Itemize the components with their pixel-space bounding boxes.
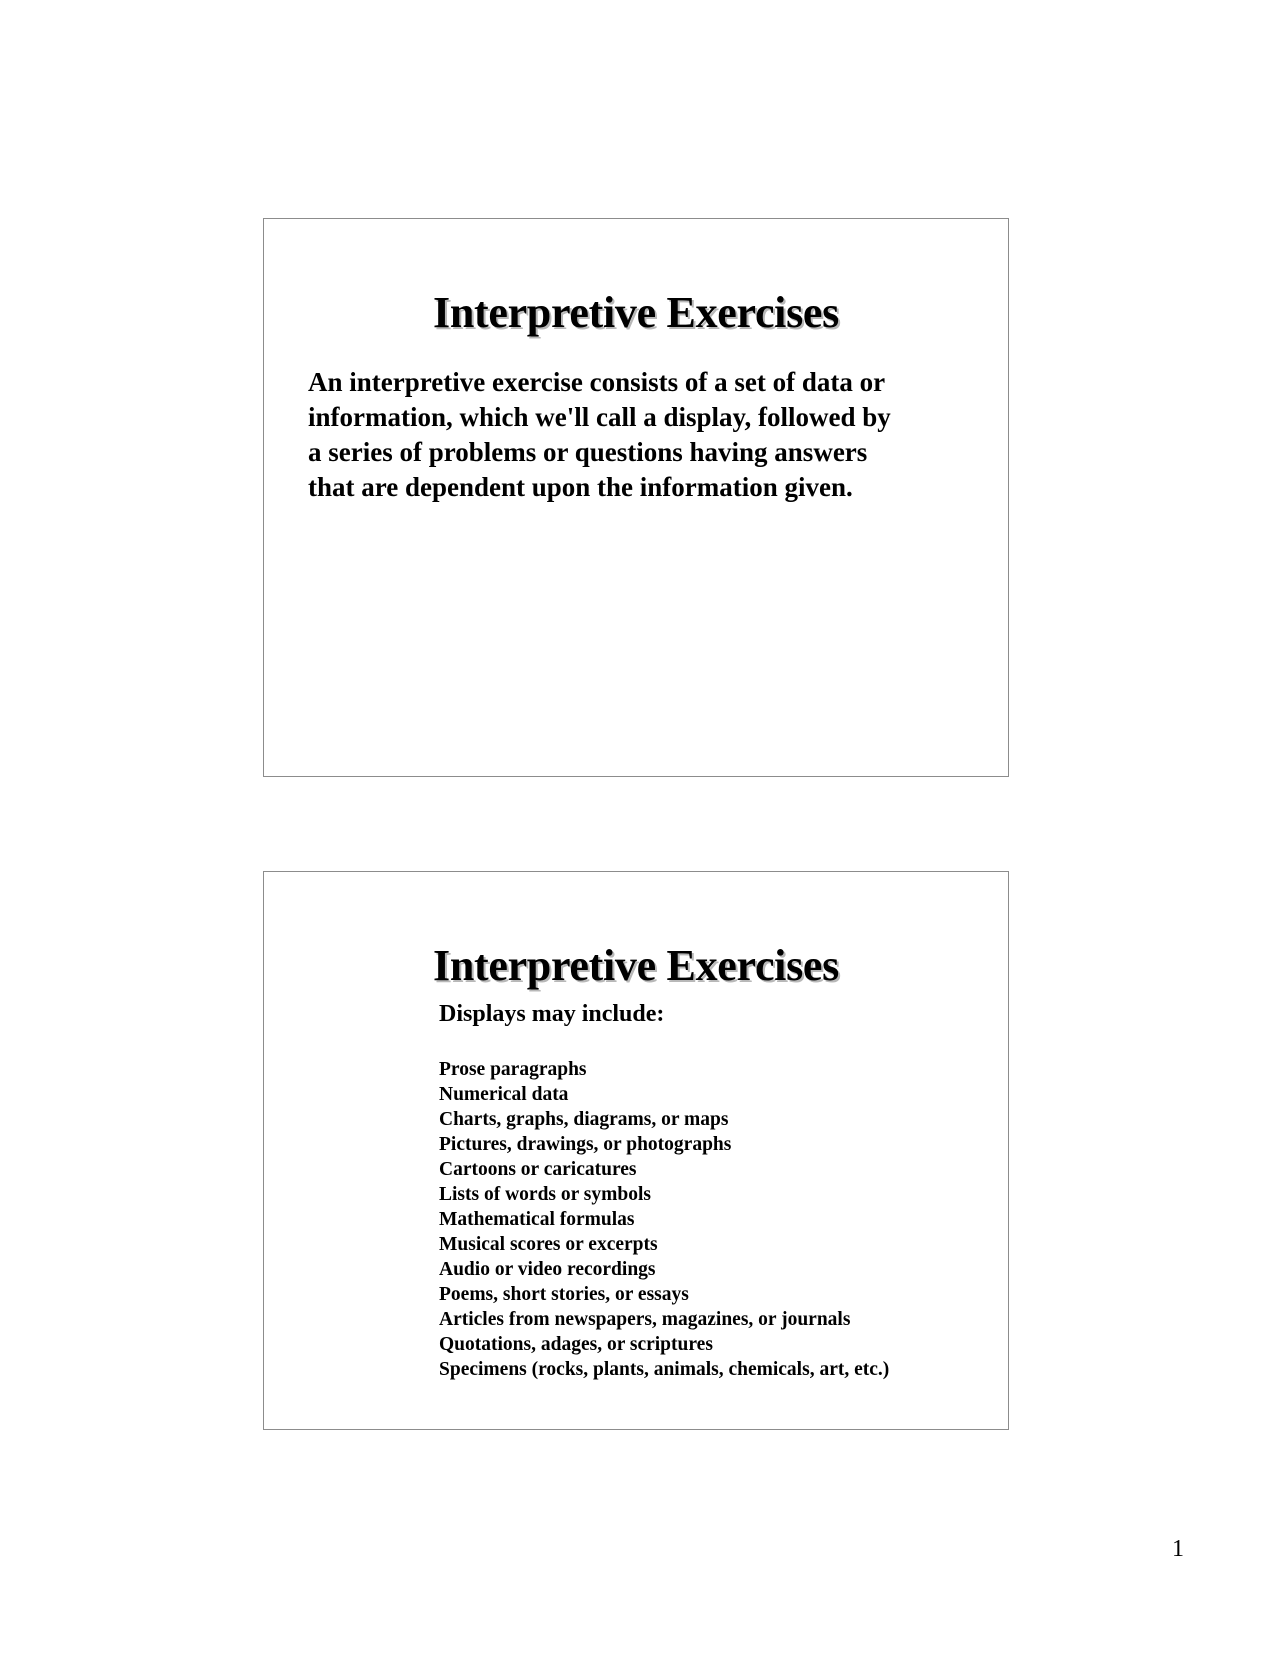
slide-body-text: An interpretive exercise consists of a set of data or information, which we'll call a display, followed by a series of problems or questions having answers that are dependent upon the information given. — [308, 367, 891, 502]
list-item: Mathematical formulas — [439, 1209, 635, 1230]
list-item: Quotations, adages, or scriptures — [439, 1334, 713, 1355]
slide-subheading: Displays may include: — [439, 1001, 665, 1027]
slide-2 — [263, 871, 1009, 1430]
slide-1 — [263, 218, 1009, 777]
list-item: Poems, short stories, or essays — [439, 1284, 689, 1305]
display-types-list — [439, 1057, 889, 1382]
list-item: Articles from newspapers, magazines, or journals — [439, 1309, 851, 1330]
page-number: 1 — [1172, 1536, 1184, 1562]
list-item: Specimens (rocks, plants, animals, chemicals, art, etc.) — [439, 1359, 890, 1380]
slide-title: Interpretive Exercises — [433, 288, 839, 337]
list-item: Charts, graphs, diagrams, or maps — [439, 1109, 729, 1130]
list-item: Numerical data — [439, 1084, 569, 1105]
slide-title: Interpretive Exercises — [433, 941, 839, 990]
list-item: Prose paragraphs — [439, 1059, 587, 1080]
list-item: Cartoons or caricatures — [439, 1159, 637, 1180]
list-item: Lists of words or symbols — [439, 1184, 651, 1205]
list-item: Pictures, drawings, or photographs — [439, 1134, 732, 1155]
list-item: Musical scores or excerpts — [439, 1234, 658, 1255]
list-item: Audio or video recordings — [439, 1259, 656, 1280]
